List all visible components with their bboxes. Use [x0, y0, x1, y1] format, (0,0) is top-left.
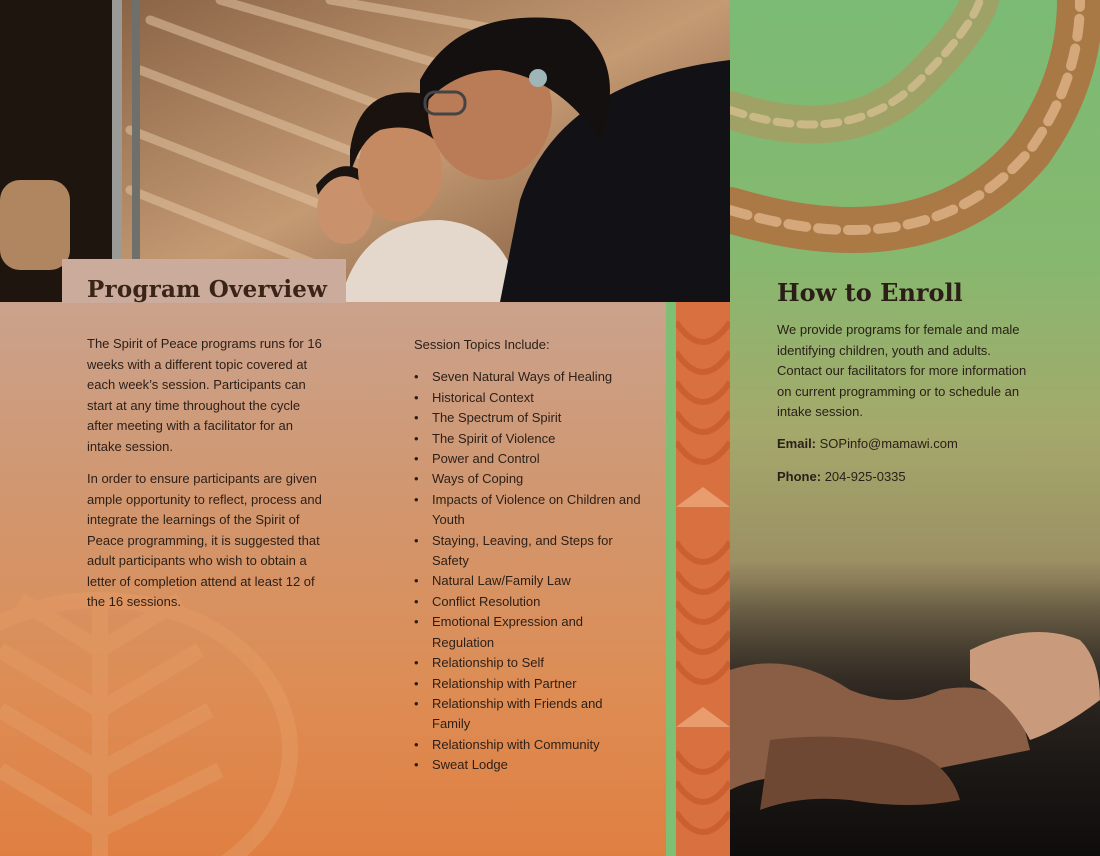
bullet-icon: •	[414, 593, 419, 609]
bullet-icon: •	[414, 430, 419, 446]
topic-text: Power and Control	[432, 451, 540, 467]
phone-line	[777, 469, 906, 484]
list-item	[414, 388, 644, 408]
topic-text: Staying, Leaving, and Steps for Safety	[432, 532, 613, 569]
list-item	[414, 612, 644, 653]
topic-text: Relationship with Friends and Family	[432, 695, 603, 732]
title-box	[62, 259, 346, 303]
bullet-icon: •	[414, 471, 419, 487]
phone-link[interactable]: 204-925-0335	[824, 469, 906, 484]
hero-photo	[0, 0, 730, 302]
bullet-icon: •	[414, 655, 419, 671]
topic-text: Ways of Coping	[432, 471, 524, 487]
topics-list	[414, 367, 644, 775]
enroll-body: We provide programs for female and male identifying children, youth and adults. Contact our facilitators for more information on current programming or to schedule an intake session.	[777, 322, 1027, 419]
list-item	[414, 469, 644, 489]
topic-text: The Spirit of Violence	[432, 430, 556, 446]
bullet-icon: •	[414, 573, 419, 589]
list-item	[414, 449, 644, 469]
topic-text: Seven Natural Ways of Healing	[432, 369, 613, 385]
hands-photo-icon	[730, 560, 1100, 856]
people-photo-icon	[0, 0, 730, 302]
braid-strip-icon	[676, 302, 730, 856]
pattern-strip	[676, 302, 730, 856]
list-item	[414, 735, 644, 755]
topic-text: The Spectrum of Spirit	[432, 410, 562, 426]
list-item	[414, 674, 644, 694]
topic-text: Natural Law/Family Law	[432, 573, 571, 589]
list-item	[414, 490, 644, 531]
topic-text: Relationship with Partner	[432, 675, 577, 691]
list-item	[414, 755, 644, 775]
email-link[interactable]: SOPinfo@mamawi.com	[819, 436, 958, 451]
bullet-icon: •	[414, 675, 419, 691]
topic-text: Emotional Expression and Regulation	[432, 614, 584, 650]
topic-text: Impacts of Violence on Children and Youth	[432, 491, 641, 528]
topic-text: Conflict Resolution	[432, 593, 541, 609]
overview-text	[87, 334, 327, 625]
enroll-title: How to Enroll	[777, 278, 963, 307]
email-line	[777, 436, 958, 451]
list-item	[414, 531, 644, 572]
bullet-icon: •	[414, 451, 419, 467]
list-item	[414, 653, 644, 673]
topic-text: Historical Context	[432, 389, 534, 405]
topic-text: Relationship with Community	[432, 736, 600, 752]
session-topics	[414, 335, 644, 776]
braid-motif-icon	[730, 0, 1100, 290]
bullet-icon: •	[414, 369, 419, 385]
page-title: Program Overview	[87, 276, 328, 303]
list-item	[414, 367, 644, 387]
topic-text: Sweat Lodge	[432, 757, 508, 773]
bullet-icon: •	[414, 614, 419, 630]
list-item	[414, 408, 644, 428]
bullet-icon: •	[414, 532, 419, 548]
list-item	[414, 571, 644, 591]
bullet-icon: •	[414, 736, 419, 752]
overview-paragraph: In order to ensure participants are given ample opportunity to reflect, process and integrate the learnings of the Spirit of Peace programming, it is suggested that adult participants who wish to obtain a letter of completion attend at least 12 of the 16 sessions.	[87, 471, 322, 609]
bullet-icon: •	[414, 491, 419, 507]
list-item	[414, 429, 644, 449]
bullet-icon: •	[414, 757, 419, 773]
topics-intro: Session Topics Include:	[414, 337, 550, 352]
bullet-icon: •	[414, 389, 419, 405]
phone-label: Phone:	[777, 469, 822, 484]
enroll-panel	[730, 0, 1100, 856]
bullet-icon: •	[414, 695, 419, 711]
green-divider	[666, 302, 676, 856]
list-item	[414, 694, 644, 735]
bullet-icon: •	[414, 410, 419, 426]
list-item	[414, 592, 644, 612]
email-label: Email:	[777, 436, 817, 451]
topic-text: Relationship to Self	[432, 655, 545, 671]
overview-paragraph: The Spirit of Peace programs runs for 16 weeks with a different topic covered at each week’s session. Participants can start at any time throughout the cycle after meeting with a facilitator for an intake session.	[87, 336, 322, 454]
